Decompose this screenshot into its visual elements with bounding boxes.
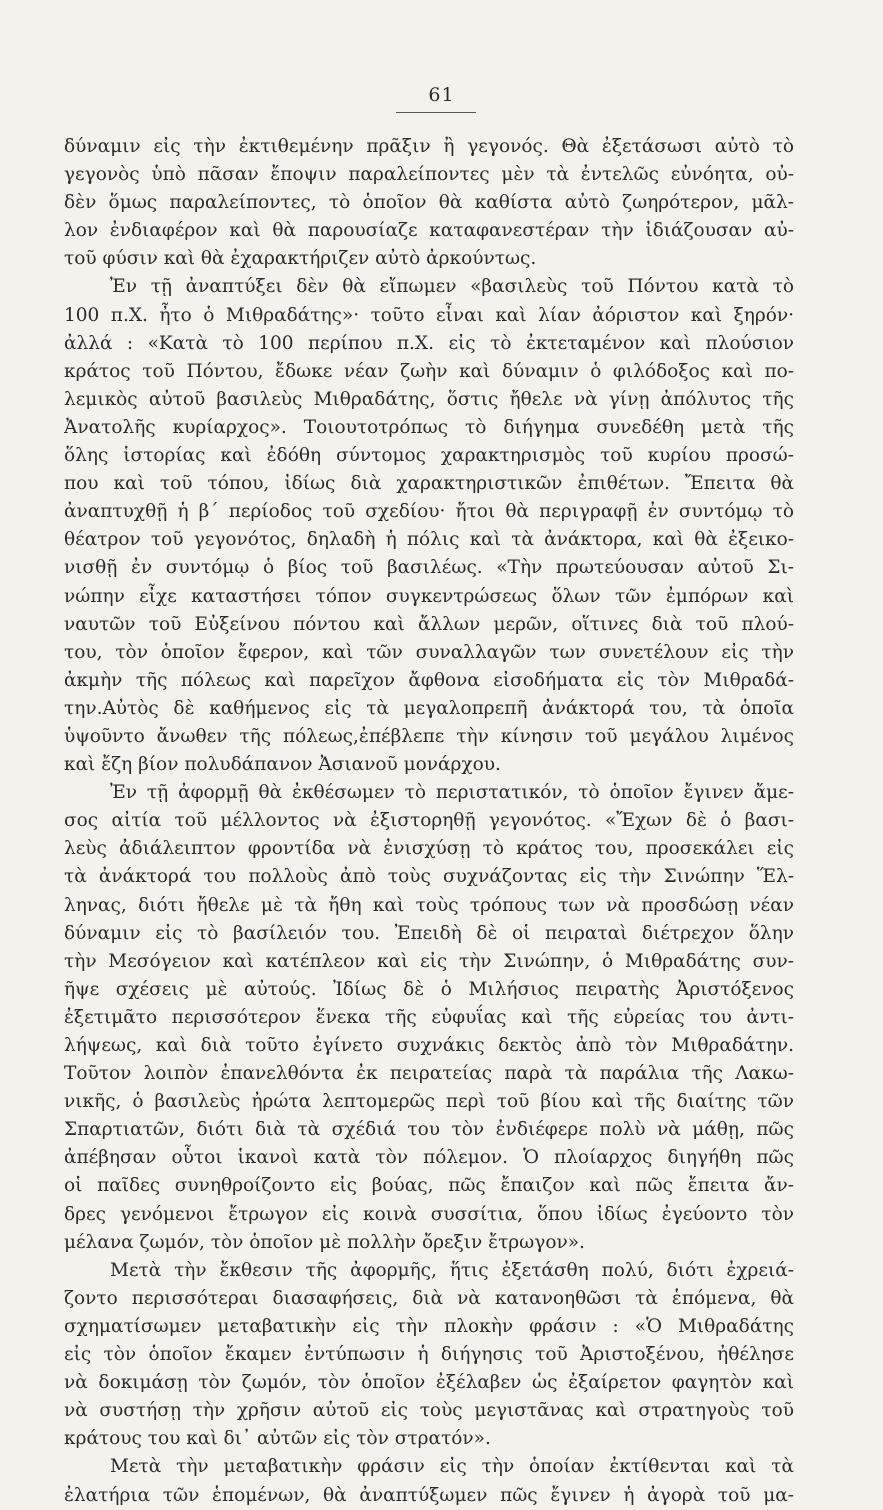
text-line: ῆψε σχέσεις μὲ αὐτούς. Ἰδίως δὲ ὁ Μιλήσιος πειρατὴς Ἀριστόξενος	[64, 978, 794, 1000]
text-line: ὑψοῦντο ἄνωθεν τῆς πόλεως,ἐπέβλεπε τὴν κίνησιν τοῦ μεγάλου λιμένος	[64, 725, 794, 747]
text-line: λεὺς ἀδιάλειπτον φροντίδα νὰ ἐνισχύσῃ τὸ κράτος του, προσεκάλει εἰς	[64, 838, 794, 860]
text-line: Μετὰ τὴν ἔκθεσιν τῆς ἀφορμῆς, ἥτις ἐξετάσθη πολύ, διότι ἐχρειά-	[110, 1259, 794, 1281]
text-line: νὰ συστήσῃ τὴν χρῆσιν αὐτοῦ εἰς τοὺς μεγιστᾶνας καὶ στρατηγοὺς τοῦ	[64, 1400, 794, 1422]
text-line: την.Αὐτὸς δὲ καθήμενος εἰς τὰ μεγαλοπρεπῆ ἀνάκτορά του, τὰ ὁποῖα	[64, 697, 794, 719]
text-line: δύναμιν εἰς τὴν ἐκτιθεμένην πρᾶξιν ἢ γεγονός. Θὰ ἐξετάσωσι αὐτὸ τὸ	[64, 136, 794, 157]
text-line: ἐξετιμᾶτο περισσότερον ἕνεκα τῆς εὐφυΐας καὶ τῆς εὐρείας του ἀντι-	[64, 1006, 794, 1028]
text-line: Ἀνατολῆς κυρίαρχος». Τοιουτοτρόπως τὸ διήγημα συνεδέθη μετὰ τῆς	[64, 416, 794, 438]
text-line: θέατρον τοῦ γεγονότος, δηλαδὴ ἡ πόλις καὶ τὰ ἀνάκτορα, καὶ θὰ ἐξεικο-	[64, 529, 794, 551]
text-line: ληνας, διότι ἤθελε μὲ τὰ ἤθη καὶ τοὺς τρόπους των νὰ προσδώσῃ νέαν	[64, 894, 794, 916]
text-line: νώπην εἶχε καταστήσει τόπον συγκεντρώσεως ὅλων τῶν ἐμπόρων καὶ	[64, 585, 794, 607]
text-line: μέλανα ζωμόν, τὸν ὁποῖον μὲ πολλὴν ὄρεξιν ἔτρωγον».	[64, 1231, 585, 1253]
body-text	[64, 133, 794, 1510]
text-line: οἱ παῖδες συνηθροίζοντο εἰς βούας, πῶς ἔπαιζον καὶ πῶς ἔπειτα ἄν-	[64, 1175, 794, 1197]
text-line: ὅλης ἱστορίας καὶ ἐδόθη σύντομος χαρακτηρισμὸς τοῦ κυρίου προσώ-	[64, 445, 794, 467]
text-line: νὰ δοκιμάσῃ τὸν ζωμόν, τὸν ὁποῖον ἐξέλαβεν ὡς ἐξαίρετον φαγητὸν καὶ	[64, 1372, 794, 1394]
text-line: Μετὰ τὴν μεταβατικὴν φράσιν εἰς τὴν ὁποίαν ἐκτίθενται καὶ τὰ	[110, 1456, 794, 1478]
text-line: δὲν ὅμως παραλείποντες, τὸ ὁποῖον θὰ καθίστα αὐτὸ ζωηρότερον, μᾶλ-	[64, 192, 794, 214]
text-line: νισθῇ ἐν συντόμῳ ὁ βίος τοῦ βασιλέως. «Τὴν πρωτεύουσαν αὐτοῦ Σι-	[64, 557, 794, 579]
text-line: τὴν Μεσόγειον καὶ κατέπλεον καὶ εἰς τὴν Σινώπην, ὁ Μιθραδάτης συν-	[64, 950, 794, 972]
text-line: σος αἰτία τοῦ μέλλοντος νὰ ἐξιστορηθῇ γεγονότος. «Ἔχων δὲ ὁ βασι-	[64, 810, 794, 832]
text-line: ἐλατήρια τῶν ἑπομένων, θὰ ἀναπτύξωμεν πῶς ἔγινεν ἡ ἀγορὰ τοῦ μα-	[64, 1484, 794, 1506]
text-line: λεμικὸς αὐτοῦ βασιλεὺς Μιθραδάτης, ὅστις ἤθελε νὰ γίνῃ ἀπόλυτος τῆς	[64, 388, 794, 410]
text-line: κράτους του καὶ δι᾽ αὐτῶν εἰς τὸν στρατόν».	[64, 1428, 491, 1450]
text-line: 100 π.Χ. ἦτο ὁ Μιθραδάτης»· τοῦτο εἶναι καὶ λίαν ἀόριστον καὶ ξηρόν·	[64, 304, 794, 326]
text-line: καὶ ἔζη βίον πολυδάπανον Ἀσιανοῦ μονάρχου.	[64, 754, 501, 776]
text-line: ναυτῶν τοῦ Εὐξείνου πόντου καὶ ἄλλων μερῶν, οἵτινες διὰ τοῦ πλού-	[64, 613, 794, 635]
text-line: σχηματίσωμεν μεταβατικὴν εἰς τὴν πλοκὴν φράσιν : «Ὁ Μιθραδάτης	[64, 1315, 794, 1337]
text-line: κράτος τοῦ Πόντου, ἔδωκε νέαν ζωὴν καὶ δύναμιν ὁ φιλόδοξος καὶ πο-	[64, 360, 794, 382]
text-line: λήψεως, καὶ διὰ τοῦτο ἐγίνετο συχνάκις δεκτὸς ἀπὸ τὸν Μιθραδάτην.	[64, 1035, 794, 1056]
text-line: τὰ ἀνάκτορά του πολλοὺς ἀπὸ τοὺς συχνάζοντας εἰς τὴν Σινώπην Ἕλ-	[64, 866, 794, 888]
text-line: γεγονὸς ὑπὸ πᾶσαν ἔποψιν παραλείποντες μὲν τὰ ἐντελῶς εὐνόητα, οὐ-	[64, 164, 794, 186]
text-line: ζοντο περισσότεραι διασαφήσεις, διὰ νὰ κατανοηθῶσι τὰ ἑπόμενα, θὰ	[64, 1287, 794, 1309]
text-line: τοῦ φύσιν καὶ θὰ ἐχαρακτήριζεν αὐτὸ ἀρκούντως.	[64, 248, 537, 270]
text-line: που καὶ τοῦ τόπου, ἰδίως διὰ χαρακτηριστικῶν ἐπιθέτων. Ἔπειτα θὰ	[64, 473, 794, 495]
text-line: ἀλλά : «Κατὰ τὸ 100 περίπου π.Χ. εἰς τὸ ἐκτεταμένον καὶ πλούσιον	[64, 332, 794, 354]
text-line: εἰς τὸν ὁποῖον ἔκαμεν ἐντύπωσιν ἡ διήγησις τοῦ Ἀριστοξένου, ἠθέλησε	[64, 1344, 794, 1366]
text-line: του, τὸν ὁποῖον ἔφερον, καὶ τῶν συναλλαγῶν των συνετέλουν εἰς τὴν	[64, 641, 794, 663]
text-line: Τοῦτον λοιπὸν ἐπανελθόντα ἐκ πειρατείας παρὰ τὰ παράλια τῆς Λακω-	[64, 1063, 794, 1085]
header-rule	[396, 112, 476, 113]
text-line: νικῆς, ὁ βασιλεὺς ἠρώτα λεπτομερῶς περὶ τοῦ βίου καὶ τῆς διαίτης τῶν	[64, 1091, 794, 1113]
text-line: Ἐν τῇ ἀναπτύξει δὲν θὰ εἴπωμεν «βασιλεὺς τοῦ Πόντου κατὰ τὸ	[110, 276, 794, 298]
text-line: λον ἐνδιαφέρον καὶ θὰ παρουσίαζε καταφανεστέραν τὴν ἰδιάζουσαν αὐ-	[64, 220, 794, 242]
text-line: δρες γενόμενοι ἔτρωγον εἰς κοινὰ συσσίτια, ὅπου ἰδίως ἐγεύοντο τὸν	[64, 1203, 794, 1225]
page-number: 61	[428, 84, 455, 106]
text-line: Ἐν τῇ ἀφορμῇ θὰ ἐκθέσωμεν τὸ περιστατικόν, τὸ ὁποῖον ἔγινεν ἄμε-	[110, 782, 794, 804]
text-line: ἀναπτυχθῇ ἡ β΄ περίοδος τοῦ σχεδίου· ἤτοι θὰ περιγραφῇ ἐν συντόμῳ τὸ	[64, 501, 794, 523]
text-line: ἀκμὴν τῆς πόλεως καὶ παρεῖχον ἄφθονα εἰσοδήματα εἰς τὸν Μιθραδά-	[64, 669, 794, 691]
text-line: ἀπέβησαν οὗτοι ἱκανοὶ κατὰ τὸν πόλεμον. Ὁ πλοίαρχος διηγήθη πῶς	[64, 1147, 794, 1169]
text-line: Σπαρτιατῶν, διότι διὰ τὰ σχέδιά του τὸν ἐνδιέφερε πολὺ νὰ μάθῃ, πῶς	[64, 1119, 794, 1141]
text-line: δύναμιν εἰς τὸ βασίλειόν του. Ἐπειδὴ δὲ οἱ πειραταὶ διέτρεχον ὅλην	[64, 922, 794, 944]
